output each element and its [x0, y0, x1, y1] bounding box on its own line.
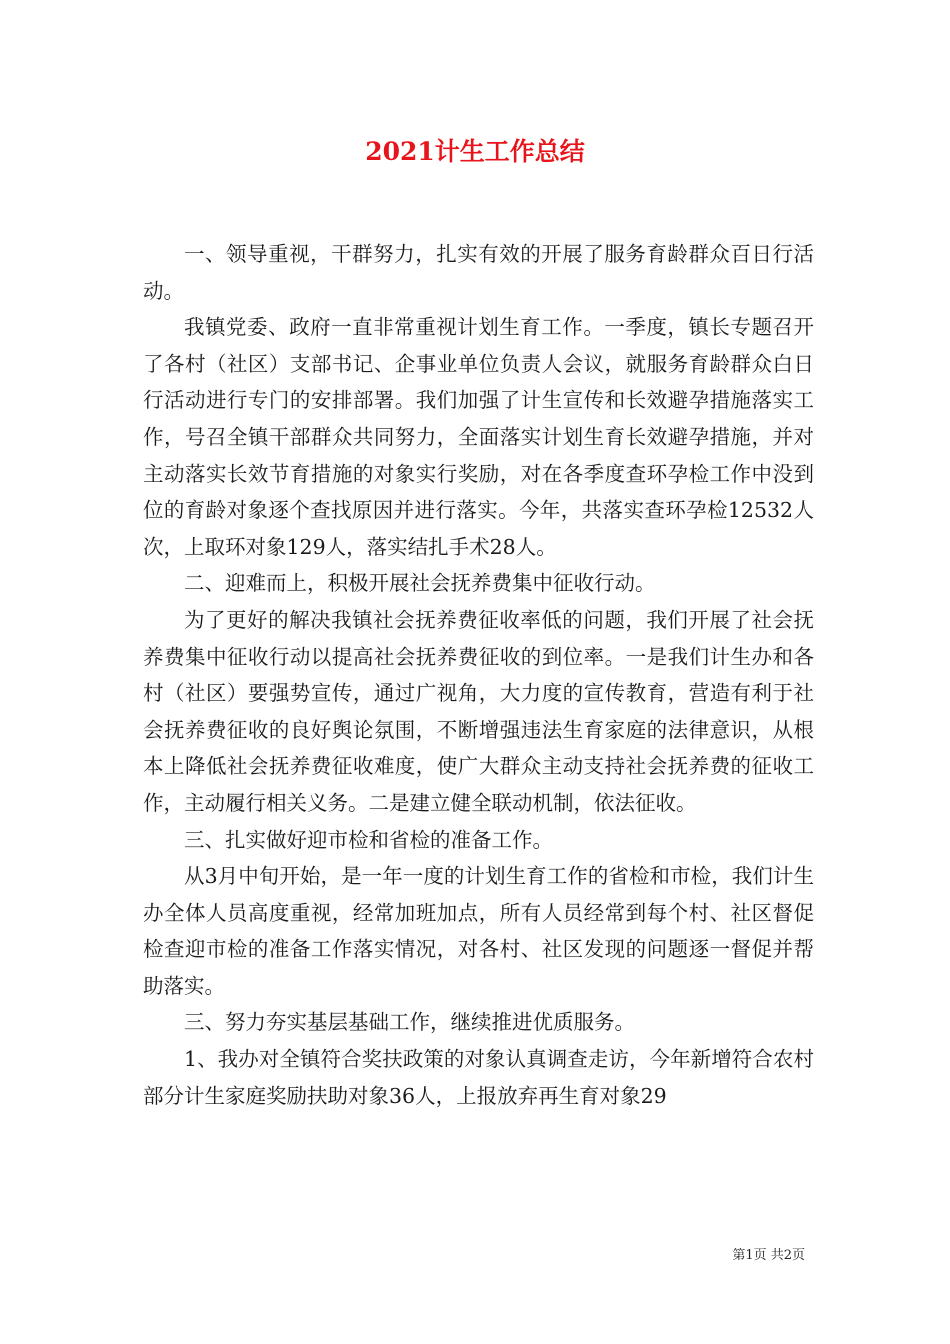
paragraph: 1、我办对全镇符合奖扶政策的对象认真调查走访，今年新增符合农村部分计生家庭奖励扶助对象36人，上报放弃再生育对象29 — [143, 1047, 814, 1108]
paragraph: 从3月中旬开始，是一年一度的计划生育工作的省检和市检，我们计生办全体人员高度重视，经常加班加点，所有人员经常到每个村、社区督促检查迎市检的准备工作落实情况，对各村、社区发现的问题逐一督促并帮助落实。 — [143, 864, 814, 998]
paragraph: 我镇党委、政府一直非常重视计划生育工作。一季度，镇长专题召开了各村（社区）支部书记、企事业单位负责人会议，就服务育龄群众白日行活动进行专门的安排部署。我们加强了计生宣传和长效避孕措施落实工作，号召全镇干部群众共同努力，全面落实计划生育长效避孕措施，并对主动落实长效节育措施的对象实行奖励，对在各季度查环孕检工作中没到位的育龄对象逐个查找原因并进行落实。今年，共落实查环孕检12532人次，上取环对象129人，落实结扎手术28人。 — [143, 315, 814, 559]
paragraph: 一、领导重视，干群努力，扎实有效的开展了服务育龄群众百日行活动。 — [143, 242, 814, 303]
paragraph: 三、扎实做好迎市检和省检的准备工作。 — [184, 827, 553, 852]
page-number: 第1页 共2页 — [732, 1248, 805, 1263]
document-title: 2021计生工作总结 — [365, 137, 585, 166]
paragraph: 为了更好的解决我镇社会抚养费征收率低的问题，我们开展了社会抚养费集中征收行动以提高社会抚养费征收的到位率。一是我们计生办和各村（社区）要强势宣传，通过广视角，大力度的宣传教育，营造有利于社会抚养费征收的良好舆论氛围，不断增强违法生育家庭的法律意识，从根本上降低社会抚养费征收难度，使广大群众主动支持社会抚养费的征收工作，主动履行相关义务。二是建立健全联动机制，依法征收。 — [143, 607, 814, 815]
paragraph: 二、迎难而上，积极开展社会抚养费集中征收行动。 — [184, 571, 656, 596]
document-body — [143, 236, 814, 1114]
paragraph: 三、努力夯实基层基础工作，继续推进优质服务。 — [184, 1010, 635, 1035]
